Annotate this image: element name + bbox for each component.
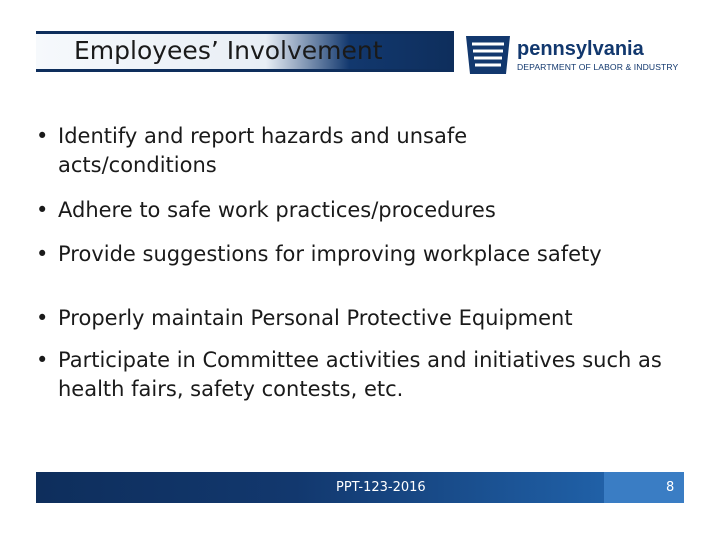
footer-code: PPT-123-2016 (336, 480, 426, 495)
list-item (36, 240, 696, 269)
bullet-text: Provide suggestions for improving workplace safety (58, 242, 602, 266)
list-item (36, 304, 696, 333)
bullet-text: Adhere to safe work practices/procedures (58, 198, 496, 222)
list-item (36, 196, 696, 225)
bullet-text: Participate in Committee activities and initiatives such as health fairs, safety contests, etc. (58, 348, 662, 401)
bullet-text: Identify and report hazards and unsafe acts/conditions (58, 124, 468, 177)
list-item (36, 122, 696, 180)
bullet-dot: • (36, 242, 49, 266)
page-number: 8 (666, 480, 675, 495)
bullet-dot: • (36, 124, 49, 148)
bullet-dot: • (36, 348, 49, 372)
logo-department: DEPARTMENT OF LABOR & INDUSTRY (517, 62, 679, 72)
bullet-dot: • (36, 198, 49, 222)
bullet-text: Properly maintain Personal Protective Equipment (58, 306, 573, 330)
logo-name: pennsylvania (517, 38, 644, 60)
slide-title: Employees’ Involvement (74, 36, 383, 65)
bullet-dot: • (36, 306, 49, 330)
list-item (36, 346, 696, 404)
